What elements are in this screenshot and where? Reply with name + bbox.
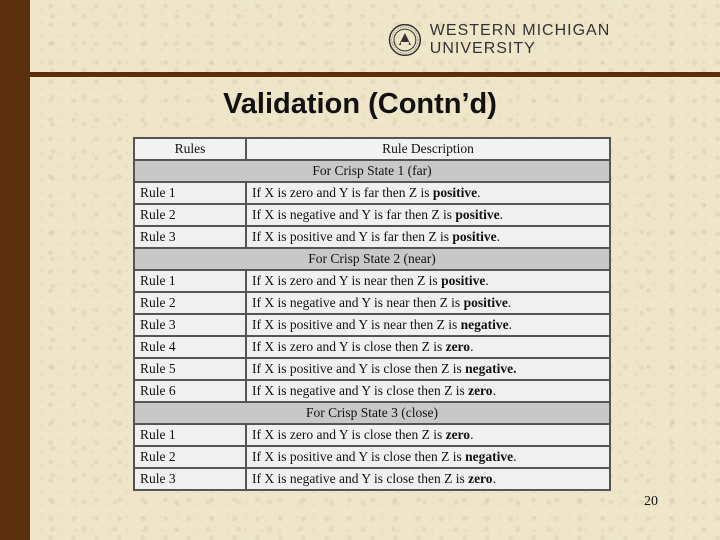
rule-result: negative — [465, 449, 514, 464]
rule-name: Rule 5 — [134, 358, 246, 380]
rule-condition-text: If X is positive and Y is close then Z is — [252, 449, 466, 464]
rule-condition-text: If X is positive and Y is far then Z is — [252, 229, 453, 244]
table-row — [134, 446, 610, 468]
table-header-row — [134, 138, 610, 160]
rule-condition-text: If X is negative and Y is close then Z is — [252, 471, 469, 486]
rule-result: zero — [445, 339, 471, 354]
rule-terminator: . — [499, 207, 503, 222]
rule-name: Rule 3 — [134, 468, 246, 490]
column-header-description: Rule Description — [246, 138, 610, 160]
rule-name: Rule 2 — [134, 446, 246, 468]
rule-description — [246, 182, 610, 204]
university-seal-icon — [388, 23, 422, 57]
section-row — [134, 402, 610, 424]
rule-result: zero — [468, 471, 493, 486]
slide-title: Validation (Contn’d) — [223, 88, 497, 120]
table-row — [134, 292, 610, 314]
rule-terminator: . — [507, 295, 512, 310]
rule-description — [246, 358, 610, 380]
rule-condition-text: If X is zero and Y is near then Z is — [252, 273, 442, 288]
rule-terminator: . — [492, 383, 496, 398]
rule-description — [246, 468, 610, 490]
table-row — [134, 226, 610, 248]
rule-name: Rule 6 — [134, 380, 246, 402]
rule-result: positive — [441, 273, 486, 288]
rule-condition-text: If X is negative and Y is near then Z is — [252, 295, 464, 310]
table-row — [134, 204, 610, 226]
table-row — [134, 270, 610, 292]
rule-terminator: . — [470, 427, 474, 442]
section-label: For Crisp State 2 (near) — [134, 248, 610, 270]
column-header-rules: Rules — [134, 138, 246, 160]
rule-result: positive — [452, 229, 497, 244]
rule-terminator: . — [496, 229, 500, 244]
rule-terminator: . — [470, 339, 474, 354]
section-row — [134, 160, 610, 182]
section-label: For Crisp State 1 (far) — [134, 160, 610, 182]
table-row — [134, 358, 610, 380]
rule-name: Rule 2 — [134, 292, 246, 314]
header-divider — [30, 72, 720, 77]
rule-description — [246, 424, 610, 446]
rule-result: negative. — [465, 361, 517, 376]
rule-name: Rule 2 — [134, 204, 246, 226]
rule-condition-text: If X is zero and Y is close then Z is — [252, 427, 446, 442]
table-row — [134, 336, 610, 358]
rule-result: positive — [432, 185, 478, 200]
table-row — [134, 468, 610, 490]
rule-description — [246, 270, 610, 292]
university-logo — [388, 22, 720, 58]
rule-name: Rule 1 — [134, 182, 246, 204]
section-label: For Crisp State 3 (close) — [134, 402, 610, 424]
rule-name: Rule 3 — [134, 226, 246, 248]
rule-description — [246, 226, 610, 248]
rule-name: Rule 1 — [134, 424, 246, 446]
rule-condition-text: If X is zero and Y is close then Z is — [252, 339, 446, 354]
rule-description — [246, 446, 610, 468]
rule-condition-text: If X is positive and Y is near then Z is — [252, 317, 461, 332]
rule-terminator: . — [508, 317, 512, 332]
rule-terminator: . — [477, 185, 481, 200]
rule-terminator: . — [492, 471, 496, 486]
rule-description — [246, 292, 610, 314]
rule-condition-text: If X is positive and Y is close then Z is — [252, 361, 466, 376]
table-row — [134, 314, 610, 336]
rule-name: Rule 4 — [134, 336, 246, 358]
rule-result: zero — [445, 427, 471, 442]
rule-description — [246, 204, 610, 226]
rule-name: Rule 1 — [134, 270, 246, 292]
rule-condition-text: If X is negative and Y is far then Z is — [252, 207, 456, 222]
rule-result: zero — [468, 383, 493, 398]
rules-table — [133, 137, 611, 491]
rule-description — [246, 380, 610, 402]
rule-description — [246, 336, 610, 358]
rule-result: positive — [463, 295, 508, 310]
rule-terminator: . — [485, 273, 489, 288]
page-number: 20 — [644, 494, 658, 509]
rule-result: negative — [460, 317, 509, 332]
table-row — [134, 380, 610, 402]
rule-result: positive — [455, 207, 500, 222]
table-row — [134, 182, 610, 204]
table-row — [134, 424, 610, 446]
rule-description — [246, 314, 610, 336]
rule-terminator: . — [513, 449, 517, 464]
left-decorative-band — [0, 0, 30, 540]
table-body — [134, 160, 610, 490]
rule-name: Rule 3 — [134, 314, 246, 336]
logo-wordmark: WESTERN MICHIGAN UNIVERSITY — [429, 22, 611, 57]
rule-condition-text: If X is negative and Y is close then Z is — [252, 383, 469, 398]
section-row — [134, 248, 610, 270]
rule-condition-text: If X is zero and Y is far then Z is — [252, 185, 433, 200]
